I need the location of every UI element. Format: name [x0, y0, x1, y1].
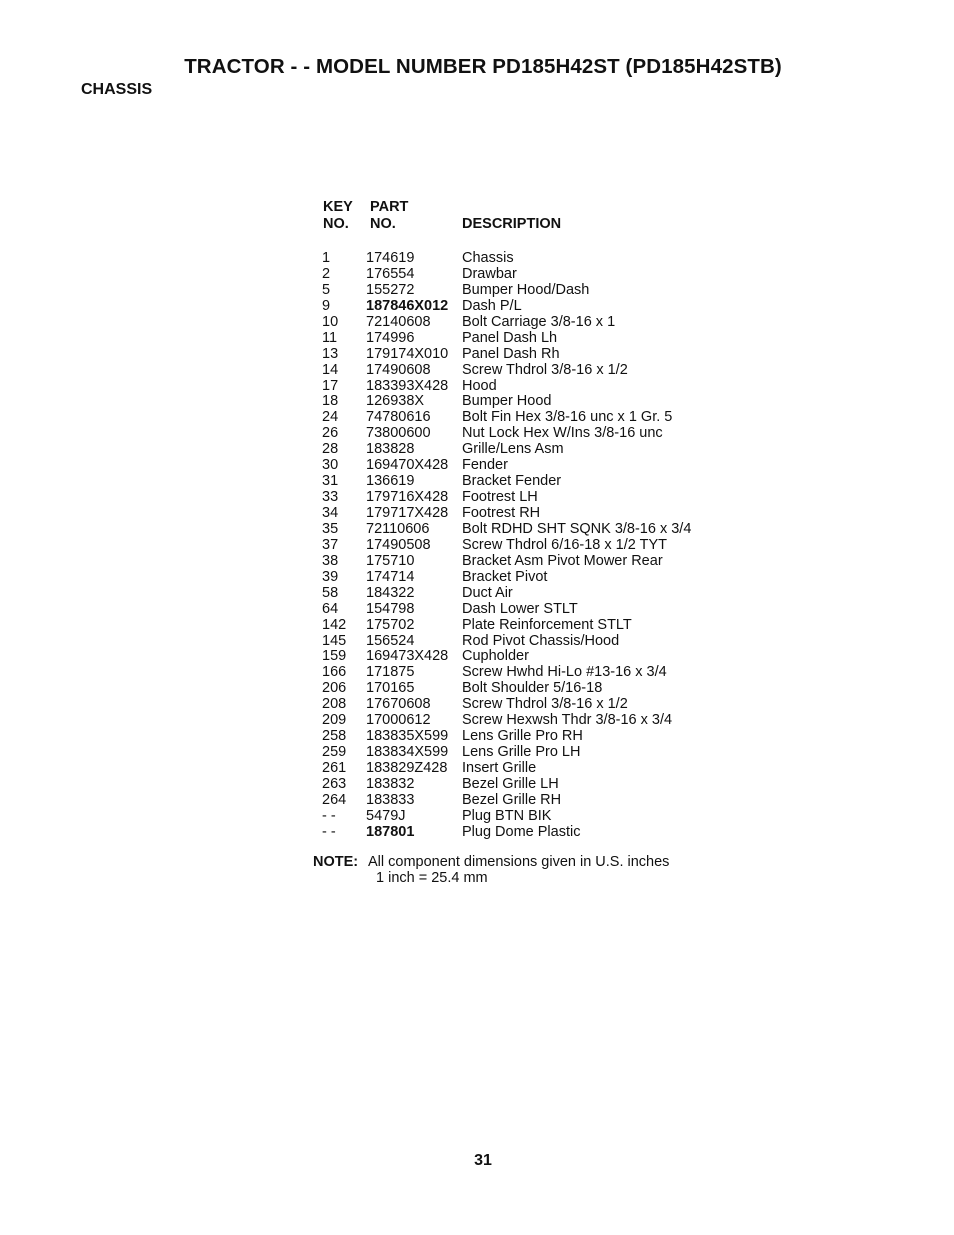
header-part-no: [370, 199, 408, 233]
key-cell: 208: [322, 696, 347, 713]
description-cell: Cupholder: [462, 648, 529, 665]
key-cell: - -: [322, 807, 336, 824]
key-cell: 145: [322, 632, 347, 649]
description-cell: Footrest LH: [462, 489, 538, 506]
part-number-cell: 187801: [366, 823, 415, 840]
description-cell: Plug BTN BIK: [462, 807, 552, 824]
key-cell: 58: [322, 584, 339, 601]
description-cell: Bracket Fender: [462, 473, 562, 490]
description-cell: Screw Thdrol 6/16-18 x 1/2 TYT: [462, 536, 667, 553]
description-cell: Plug Dome Plastic: [462, 823, 581, 840]
description-cell: Bezel Grille LH: [462, 775, 559, 792]
description-cell: Panel Dash Lh: [462, 329, 558, 346]
note-text-line2: 1 inch = 25.4 mm: [376, 870, 488, 886]
description-cell: Screw Thdrol 3/8-16 x 1/2: [462, 696, 628, 713]
header-part-line2: NO.: [370, 216, 396, 232]
description-cell: Footrest RH: [462, 505, 541, 521]
key-cell: 39: [322, 568, 339, 585]
part-number-cell: 17670608: [366, 696, 431, 713]
header-key-line1: KEY: [323, 199, 353, 215]
part-number-cell: 156524: [366, 632, 415, 649]
description-cell: Screw Thdrol 3/8-16 x 1/2: [462, 361, 628, 378]
description-cell: Screw Hexwsh Thdr 3/8-16 x 3/4: [462, 712, 673, 729]
part-number-cell: 175710: [366, 552, 415, 569]
part-number-cell: 183829Z428: [366, 760, 448, 776]
part-number-cell: 179716X428: [366, 489, 449, 506]
description-cell: Dash P/L: [462, 297, 522, 314]
key-cell: 31: [322, 473, 339, 490]
description-cell: Panel Dash Rh: [462, 345, 560, 362]
description-cell: Drawbar: [462, 265, 517, 282]
description-cell: Grille/Lens Asm: [462, 441, 564, 458]
key-cell: 28: [322, 441, 339, 458]
description-cell: Insert Grille: [462, 760, 537, 776]
description-cell: Dash Lower STLT: [462, 600, 578, 617]
part-number-cell: 72110606: [366, 520, 430, 537]
part-number-cell: 183828: [366, 441, 415, 458]
description-cell: Lens Grille Pro LH: [462, 744, 581, 761]
description-cell: Bolt Fin Hex 3/8-16 unc x 1 Gr. 5: [462, 409, 673, 426]
key-cell: 159: [322, 648, 347, 665]
key-cell: 259: [322, 744, 347, 761]
description-cell: Rod Pivot Chassis/Hood: [462, 632, 620, 649]
part-number-cell: 73800600: [366, 425, 431, 442]
part-number-cell: 183833: [366, 791, 415, 808]
description-cell: Nut Lock Hex W/Ins 3/8-16 unc: [462, 425, 663, 442]
part-number-cell: 72140608: [366, 313, 431, 330]
key-cell: 166: [322, 664, 347, 681]
part-number-cell: 174996: [366, 329, 415, 346]
key-cell: 33: [322, 489, 339, 506]
key-cell: 14: [322, 361, 339, 378]
description-cell: Bracket Asm Pivot Mower Rear: [462, 552, 663, 569]
key-cell: 34: [322, 505, 339, 521]
part-number-cell: 174619: [366, 250, 415, 266]
key-cell: 209: [322, 712, 347, 729]
key-cell: 142: [322, 616, 347, 633]
part-number-cell: 184322: [366, 584, 415, 601]
description-cell: Lens Grille Pro RH: [462, 728, 583, 745]
description-cell: Duct Air: [462, 584, 513, 601]
description-cell: Fender: [462, 457, 508, 474]
key-cell: 26: [322, 425, 339, 442]
header-key-no: [323, 199, 353, 233]
key-cell: 1: [322, 250, 331, 266]
description-cell: Bolt RDHD SHT SQNK 3/8-16 x 3/4: [462, 520, 692, 537]
key-cell: 30: [322, 457, 339, 474]
part-number-cell: 126938X: [366, 393, 425, 410]
key-cell: 35: [322, 520, 339, 537]
page-number: 31: [474, 1152, 492, 1169]
part-number-cell: 74780616: [366, 409, 431, 426]
part-number-cell: 17000612: [366, 712, 431, 729]
part-number-cell: 174714: [366, 568, 415, 585]
description-cell: Bolt Shoulder 5/16-18: [462, 680, 603, 697]
description-cell: Bumper Hood/Dash: [462, 281, 590, 298]
key-cell: 2: [322, 265, 331, 282]
key-cell: 206: [322, 680, 347, 697]
key-cell: 258: [322, 728, 347, 745]
key-cell: - -: [322, 823, 336, 840]
key-cell: 18: [322, 393, 339, 410]
part-number-cell: 169470X428: [366, 457, 449, 474]
key-cell: 64: [322, 600, 339, 617]
key-cell: 10: [322, 313, 339, 330]
description-cell: Screw Hwhd Hi-Lo #13-16 x 3/4: [462, 664, 667, 681]
part-number-cell: 175702: [366, 616, 415, 633]
part-number-cell: 179174X010: [366, 345, 449, 362]
part-number-cell: 179717X428: [366, 505, 449, 521]
description-cell: Plate Reinforcement STLT: [462, 616, 632, 633]
part-number-cell: 171875: [366, 664, 415, 681]
description-cell: Bolt Carriage 3/8-16 x 1: [462, 313, 616, 330]
section-title: CHASSIS: [81, 81, 153, 98]
key-cell: 264: [322, 791, 347, 808]
document-title: TRACTOR - - MODEL NUMBER PD185H42ST (PD185H42STB): [184, 55, 782, 78]
part-number-cell: 17490508: [366, 536, 431, 553]
part-number-cell: 183832: [366, 775, 415, 792]
header-key-line2: NO.: [323, 216, 349, 232]
part-number-cell: 183834X599: [366, 744, 449, 761]
key-cell: 261: [322, 760, 347, 776]
header-description: DESCRIPTION: [462, 216, 562, 232]
part-number-cell: 187846X012: [366, 297, 449, 314]
description-cell: Bezel Grille RH: [462, 791, 562, 808]
key-cell: 24: [322, 409, 339, 426]
part-number-cell: 170165: [366, 680, 415, 697]
part-number-cell: 136619: [366, 473, 415, 490]
key-cell: 5: [322, 281, 331, 298]
description-cell: Bumper Hood: [462, 393, 552, 410]
description-cell: Hood: [462, 377, 497, 394]
part-number-cell: 183393X428: [366, 377, 449, 394]
part-number-cell: 183835X599: [366, 728, 449, 745]
key-cell: 11: [322, 329, 338, 346]
part-number-cell: 169473X428: [366, 648, 449, 665]
part-number-cell: 155272: [366, 281, 415, 298]
key-cell: 17: [322, 377, 339, 394]
description-cell: Bracket Pivot: [462, 568, 548, 585]
note-text-line1: All component dimensions given in U.S. inches: [368, 854, 670, 870]
key-cell: 9: [322, 297, 331, 314]
note-label: NOTE:: [313, 854, 359, 870]
part-number-cell: 154798: [366, 600, 415, 617]
part-number-cell: 5479J: [366, 807, 406, 824]
header-part-line1: PART: [370, 199, 409, 215]
key-cell: 37: [322, 536, 339, 553]
description-cell: Chassis: [462, 250, 514, 266]
key-cell: 38: [322, 552, 339, 569]
part-number-cell: 17490608: [366, 361, 431, 378]
key-cell: 263: [322, 775, 347, 792]
key-cell: 13: [322, 345, 339, 362]
part-number-cell: 176554: [366, 265, 415, 282]
